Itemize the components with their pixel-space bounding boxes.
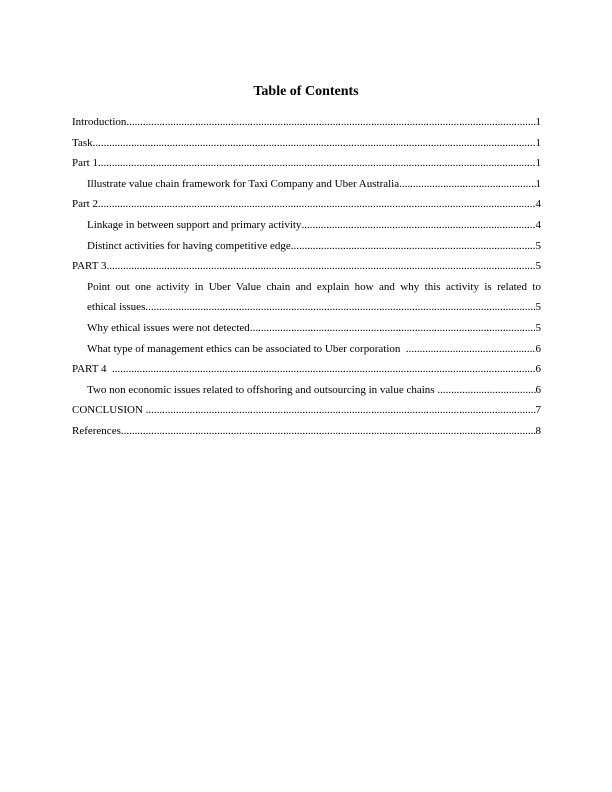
toc-entry-introduction[interactable]: [72, 112, 541, 133]
toc-entry-text: What type of management ethics can be associated to Uber corporation: [87, 342, 406, 355]
toc-leader-dots: [146, 400, 536, 421]
toc-leader-dots: [250, 318, 536, 339]
toc-page-number: 7: [535, 404, 541, 417]
toc-list: [72, 112, 541, 442]
toc-page-number: 5: [535, 301, 541, 314]
toc-title: Table of Contents: [253, 84, 359, 99]
toc-entry-text: Two non economic issues related to offshoring and outsourcing in value chains: [87, 383, 438, 396]
toc-page-number: 4: [535, 218, 541, 231]
toc-page-number: 1: [535, 116, 541, 128]
toc-entry-non-economic-issues[interactable]: [72, 380, 541, 401]
toc-page-number: 5: [535, 260, 541, 273]
toc-entry-conclusion[interactable]: [72, 400, 541, 421]
toc-leader-dots: [301, 215, 535, 236]
toc-entry-text: CONCLUSION: [72, 404, 146, 417]
toc-entry-distinct-activities[interactable]: [72, 236, 541, 257]
toc-entry-management-ethics[interactable]: [72, 339, 541, 360]
toc-entry-text: ethical issues: [87, 301, 146, 314]
toc-leader-dots: [399, 174, 535, 195]
toc-leader-dots: [112, 359, 536, 380]
toc-entry-text: Part 2: [72, 198, 98, 211]
toc-page-number: 6: [535, 383, 541, 396]
toc-entry-references[interactable]: [72, 421, 541, 442]
toc-page-number: 5: [535, 321, 541, 334]
toc-entry-text: Illustrate value chain framework for Taxi Company and Uber Australia: [87, 177, 400, 190]
toc-leader-dots: [437, 380, 535, 401]
toc-entry-uber-activity[interactable]: [72, 277, 541, 318]
toc-entry-ethical-issues-not-detected[interactable]: [72, 318, 541, 339]
toc-entry-part-3[interactable]: [72, 256, 541, 277]
toc-leader-dots: [98, 153, 536, 174]
toc-entry-text: References: [72, 424, 121, 437]
toc-leader-dots: [145, 297, 535, 318]
toc-entry-linkage[interactable]: [72, 215, 541, 236]
toc-entry-text: Why ethical issues were not detected: [87, 321, 250, 334]
toc-entry-text: PART 4: [72, 363, 112, 376]
toc-page-number: 1: [535, 136, 541, 149]
toc-leader-dots: [126, 112, 535, 133]
toc-page-number: 6: [535, 342, 541, 355]
toc-leader-dots: [98, 194, 536, 215]
toc-entry-text: Part 1: [72, 157, 98, 170]
toc-entry-text: Introduction: [72, 116, 127, 128]
toc-entry-part-2[interactable]: [72, 194, 541, 215]
toc-entry-value-chain-framework[interactable]: [72, 174, 541, 195]
toc-leader-dots: [406, 339, 536, 360]
toc-page-number: 5: [535, 239, 541, 252]
toc-entry-task[interactable]: [72, 133, 541, 154]
toc-entry-text-line-1: Point out one activity in Uber Value chain and explain how and why this activity is related to: [87, 280, 541, 293]
toc-leader-dots: [291, 236, 536, 257]
toc-entry-text: PART 3: [72, 260, 107, 273]
toc-page-number: 8: [535, 424, 541, 437]
toc-page-number: 4: [535, 198, 541, 211]
toc-leader-dots: [121, 421, 536, 442]
toc-page-number: 1: [535, 177, 541, 190]
toc-entry-part-1[interactable]: [72, 153, 541, 174]
toc-page-number: 1: [535, 157, 541, 170]
toc-page-number: 6: [535, 363, 541, 376]
toc-entry-text: Distinct activities for having competitive edge: [87, 239, 291, 252]
toc-entry-text: Linkage in between support and primary activity: [87, 218, 302, 231]
toc-leader-dots: [107, 256, 536, 277]
toc-entry-text: Task: [72, 136, 93, 149]
toc-leader-dots: [93, 133, 536, 154]
toc-entry-part-4[interactable]: [72, 359, 541, 380]
